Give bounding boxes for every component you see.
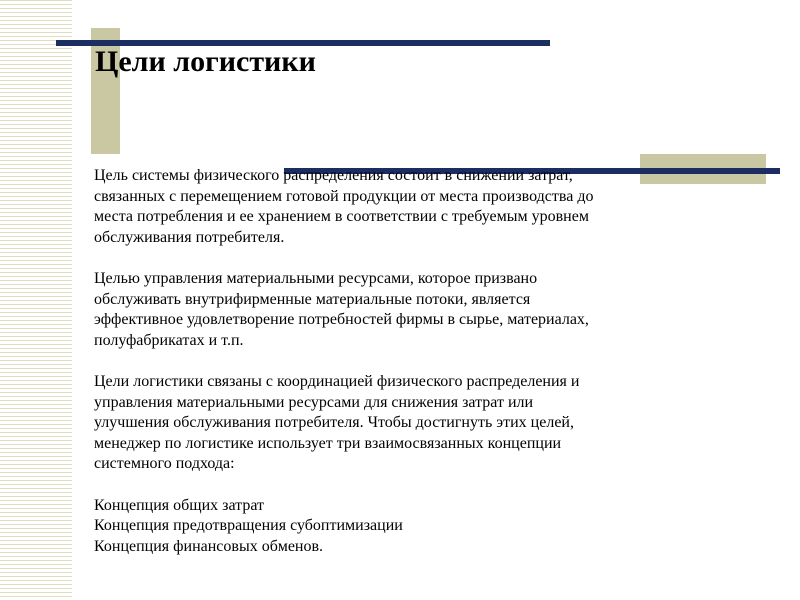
decorative-stripes	[0, 0, 72, 600]
slide-title: Цели логистики	[95, 45, 316, 78]
text-line: полуфабрикатах и т.п.	[94, 331, 244, 349]
concept-item: Концепция финансовых обменов.	[94, 537, 324, 555]
text-line: связанных с перемещением готовой продукции от места производства до	[94, 187, 594, 205]
text-line: эффективное удовлетворение потребностей фирмы в сырье, материалах,	[94, 311, 589, 328]
text-line: управления материальными ресурсами для снижения затрат или	[94, 393, 534, 411]
text-line: места потребления и ее хранением в соответствии с требуемым уровнем	[94, 208, 589, 225]
text-line: Целью управления материальными ресурсами, которое призвано	[94, 270, 538, 287]
paragraph-material-management	[94, 269, 744, 351]
paragraph-logistics-goals	[94, 372, 744, 475]
text-line: улучшения обслуживания потребителя. Чтобы достигнуть этих целей,	[94, 414, 574, 431]
paragraph-physical-distribution	[94, 166, 744, 248]
text-line: системного подхода:	[94, 455, 235, 472]
text-line: менеджер по логистике использует три взаимосвязанных концепции	[94, 434, 562, 452]
text-line: Цели логистики связаны с координацией физического распределения и	[94, 373, 580, 390]
concept-item: Концепция общих затрат	[94, 496, 265, 514]
concept-list	[94, 496, 744, 558]
text-line: Цель системы физического распределения состоит в снижении затрат,	[94, 167, 573, 184]
text-line: обслуживать внутрифирменные материальные потоки, является	[94, 290, 531, 308]
concept-item: Концепция предотвращения субоптимизации	[94, 517, 403, 534]
slide-body	[94, 166, 744, 557]
text-line: обслуживания потребителя.	[94, 228, 285, 246]
